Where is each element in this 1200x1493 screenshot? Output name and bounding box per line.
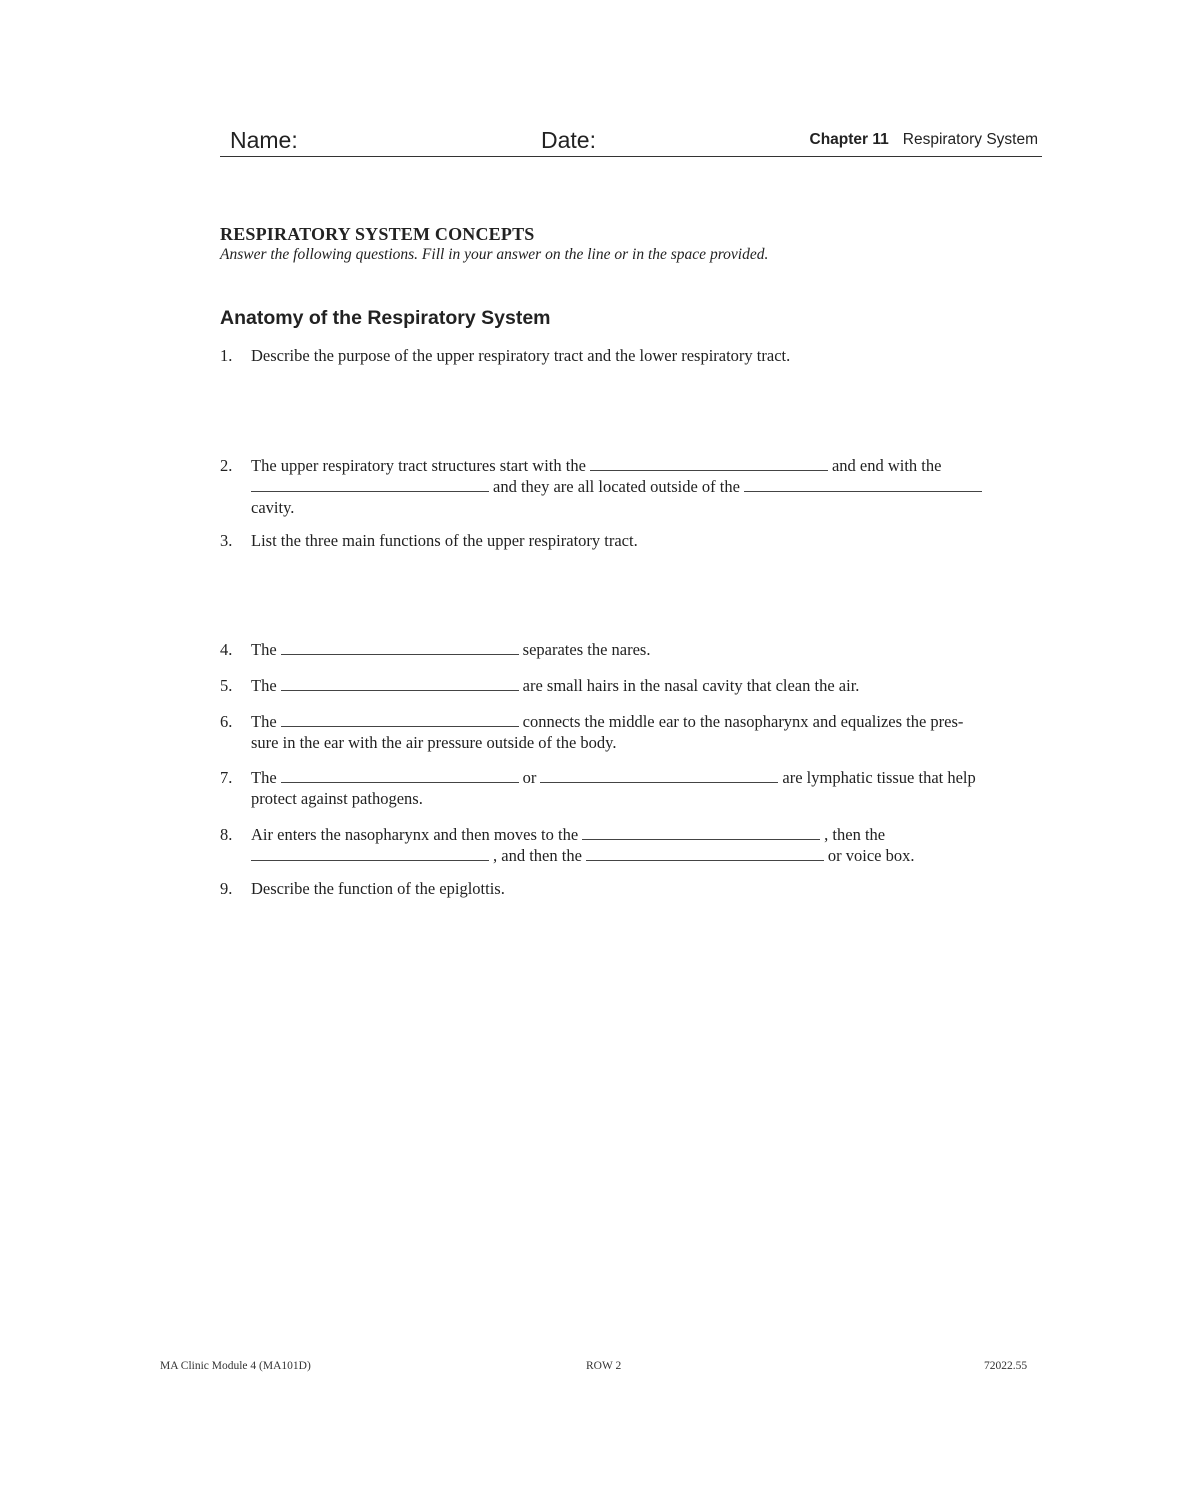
question-text [251, 711, 1042, 753]
answer-blank[interactable] [586, 846, 824, 861]
question-text [251, 675, 1042, 696]
text-segment: or voice box. [827, 846, 915, 865]
worksheet-title: RESPIRATORY SYSTEM CONCEPTS [220, 224, 535, 244]
question-text [251, 639, 1042, 660]
question-number: 4. [220, 640, 233, 659]
text-segment: and they are all located outside of the [493, 477, 740, 496]
section-heading: Anatomy of the Respiratory System [220, 307, 551, 329]
question-number: 7. [220, 768, 233, 787]
date-label: Date: [541, 127, 596, 153]
answer-blank[interactable] [744, 477, 982, 492]
text-segment: sure in the ear with the air pressure outside of the body. [251, 733, 617, 752]
answer-blank[interactable] [281, 676, 519, 691]
name-label: Name: [230, 127, 298, 153]
footer-code: 72022.55 [984, 1360, 1028, 1372]
question-number: 5. [220, 676, 233, 695]
chapter-label: Chapter 11 [809, 131, 889, 148]
question-text: Describe the purpose of the upper respiratory tract and the lower respiratory tract. [251, 346, 791, 365]
text-segment: and end with the [831, 456, 942, 475]
text-segment: The [251, 712, 277, 731]
answer-blank[interactable] [251, 846, 489, 861]
question-3 [220, 530, 1042, 552]
footer-module: MA Clinic Module 4 (MA101D) [160, 1360, 311, 1372]
instructions: Answer the following questions. Fill in your answer on the line or in the space provided. [220, 246, 769, 263]
answer-blank[interactable] [281, 768, 519, 783]
question-2 [220, 455, 1042, 519]
question-5 [220, 675, 1042, 697]
answer-blank[interactable] [590, 456, 828, 471]
question-1 [220, 345, 1042, 367]
question-4 [220, 639, 1042, 661]
question-text: List the three main functions of the upper respiratory tract. [251, 531, 638, 550]
question-text [251, 455, 1042, 518]
text-segment: or [522, 768, 537, 787]
text-segment: connects the middle ear to the nasopharynx and equalizes the pres- [522, 712, 964, 731]
answer-blank[interactable] [251, 477, 489, 492]
question-9 [220, 878, 1042, 900]
text-segment: The [251, 640, 277, 659]
text-segment: are small hairs in the nasal cavity that clean the air. [522, 676, 860, 695]
text-segment: , then the [824, 825, 886, 844]
answer-blank[interactable] [540, 768, 778, 783]
question-text [251, 767, 1042, 809]
question-number: 9. [220, 879, 233, 898]
question-number: 8. [220, 825, 233, 844]
text-segment: are lymphatic tissue that help [782, 768, 976, 787]
question-number: 1. [220, 346, 233, 365]
answer-blank[interactable] [281, 712, 519, 727]
answer-blank[interactable] [582, 825, 820, 840]
text-segment: The [251, 768, 277, 787]
text-segment: The upper respiratory tract structures start with the [251, 456, 586, 475]
question-number: 2. [220, 456, 233, 475]
text-segment: protect against pathogens. [251, 789, 423, 808]
header-row [220, 124, 1042, 157]
chapter-header [810, 131, 1039, 149]
question-7 [220, 767, 1042, 810]
text-segment: The [251, 676, 277, 695]
question-number: 6. [220, 712, 233, 731]
question-8 [220, 824, 1042, 867]
chapter-title: Respiratory System [902, 131, 1038, 148]
footer-row: ROW 2 [586, 1360, 622, 1372]
answer-blank[interactable] [281, 640, 519, 655]
text-segment: separates the nares. [522, 640, 651, 659]
text-segment: Air enters the nasopharynx and then moves to the [251, 825, 579, 844]
text-segment: , and then the [493, 846, 582, 865]
question-text: Describe the function of the epiglottis. [251, 879, 505, 898]
text-segment: cavity. [251, 498, 295, 517]
question-number: 3. [220, 531, 233, 550]
question-6 [220, 711, 1042, 754]
question-text [251, 824, 1042, 866]
